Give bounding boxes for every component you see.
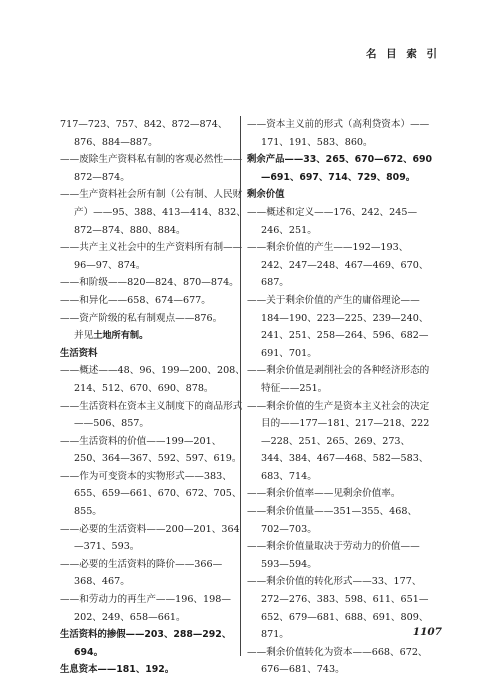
index-subentry: ——资产阶级的私有制观点——876。 — [60, 312, 223, 324]
index-subentry: ——剩余价值的生产是资本主义社会的决定目的——177—181、217—218、222—228、251、265、269、273、344、384、467—468、582—583、683、714。 — [247, 400, 430, 482]
index-subentry: ——作为可变资本的实物形式——383、655、659—661、670、672、705、855。 — [60, 470, 242, 518]
running-header: 名 目 索 引 — [366, 48, 440, 60]
index-subentry: ——必要的生活资料——200—201、364—371、593。 — [60, 523, 240, 553]
index-heading: 生活资料 — [60, 347, 98, 359]
index-column-right — [247, 116, 433, 679]
index-subentry: ——概述——48、96、199—200、208、214、512、670、690、878。 — [60, 365, 245, 394]
index-subentry: ——剩余价值转化为资本——668、672、676—681、743。 — [247, 646, 428, 676]
see-also-target: 土地所有制。 — [93, 330, 149, 342]
index-subentry: ——剩余价值是剥削社会的各种经济形态的特征——251。 — [247, 365, 430, 394]
see-also-entry — [60, 327, 246, 345]
index-subentry: ——资本主义前的形式（高利贷资本）——171、191、583、860。 — [247, 119, 430, 148]
index-subentry: ——剩余价值率——见剩余价值率。 — [247, 488, 401, 500]
column-divider — [240, 116, 241, 656]
index-subentry: ——关于剩余价值的产生的庸俗理论——184—190、223—225、239—240、241、251、258—264、596、682—691、701。 — [247, 294, 429, 359]
see-also-prefix: 并见 — [74, 330, 94, 342]
index-subentry: ——剩余价值量——351—355、468、702—703。 — [247, 506, 418, 535]
index-subentry: ——废除生产资料私有制的客观必然性——872—874。 — [60, 154, 243, 183]
page-number: 1107 — [412, 626, 442, 638]
index-subentry: ——生活资料在资本主义制度下的商品形式——506、857。 — [60, 400, 243, 430]
index-subentry: ——剩余价值的转化形式——33、177、272—276、383、598、611、651—652、679—681、688、691、809、871。 — [247, 576, 429, 641]
index-subentry: ——和劳动力的再生产——196、198—202、249、658—661。 — [60, 594, 231, 623]
index-subentry: ——剩余价值的产生——192—193、242、247—248、467—469、670、687。 — [247, 242, 429, 289]
index-heading: 生活资料的掺假——203、288—292、694。 — [60, 629, 232, 658]
index-heading: 剩余产品——33、265、670—672、690—691、697、714、729、809。 — [247, 154, 433, 183]
index-heading: 剩余价值 — [247, 189, 285, 201]
index-subentry: ——必要的生活资料的降价——366—368、467。 — [60, 558, 223, 588]
index-column-left — [60, 116, 246, 679]
index-subentry: ——生产资料社会所有制（公有制、人民财产）——95、388、413—414、832、872—874、880、884。 — [60, 189, 246, 236]
index-subentry: ——和异化——658、674—677。 — [60, 294, 211, 306]
index-subentry: ——和阶级——820—824、870—874。 — [60, 277, 239, 289]
index-subentry: ——生活资料的价值——199—201、250、364—367、592、597、619。 — [60, 435, 242, 465]
index-continuation: 717—723、757、842、872—874、876、884—887。 — [60, 119, 228, 148]
index-heading: 生息资本——181、192。 — [60, 664, 175, 676]
index-subentry: ——剩余价值量取决于劳动力的价值——593—594。 — [247, 541, 420, 570]
index-subentry: ——共产主义社会中的生产资料所有制——96—97、874。 — [60, 242, 243, 271]
index-subentry: ——概述和定义——176、242、245—246、251。 — [247, 206, 418, 236]
